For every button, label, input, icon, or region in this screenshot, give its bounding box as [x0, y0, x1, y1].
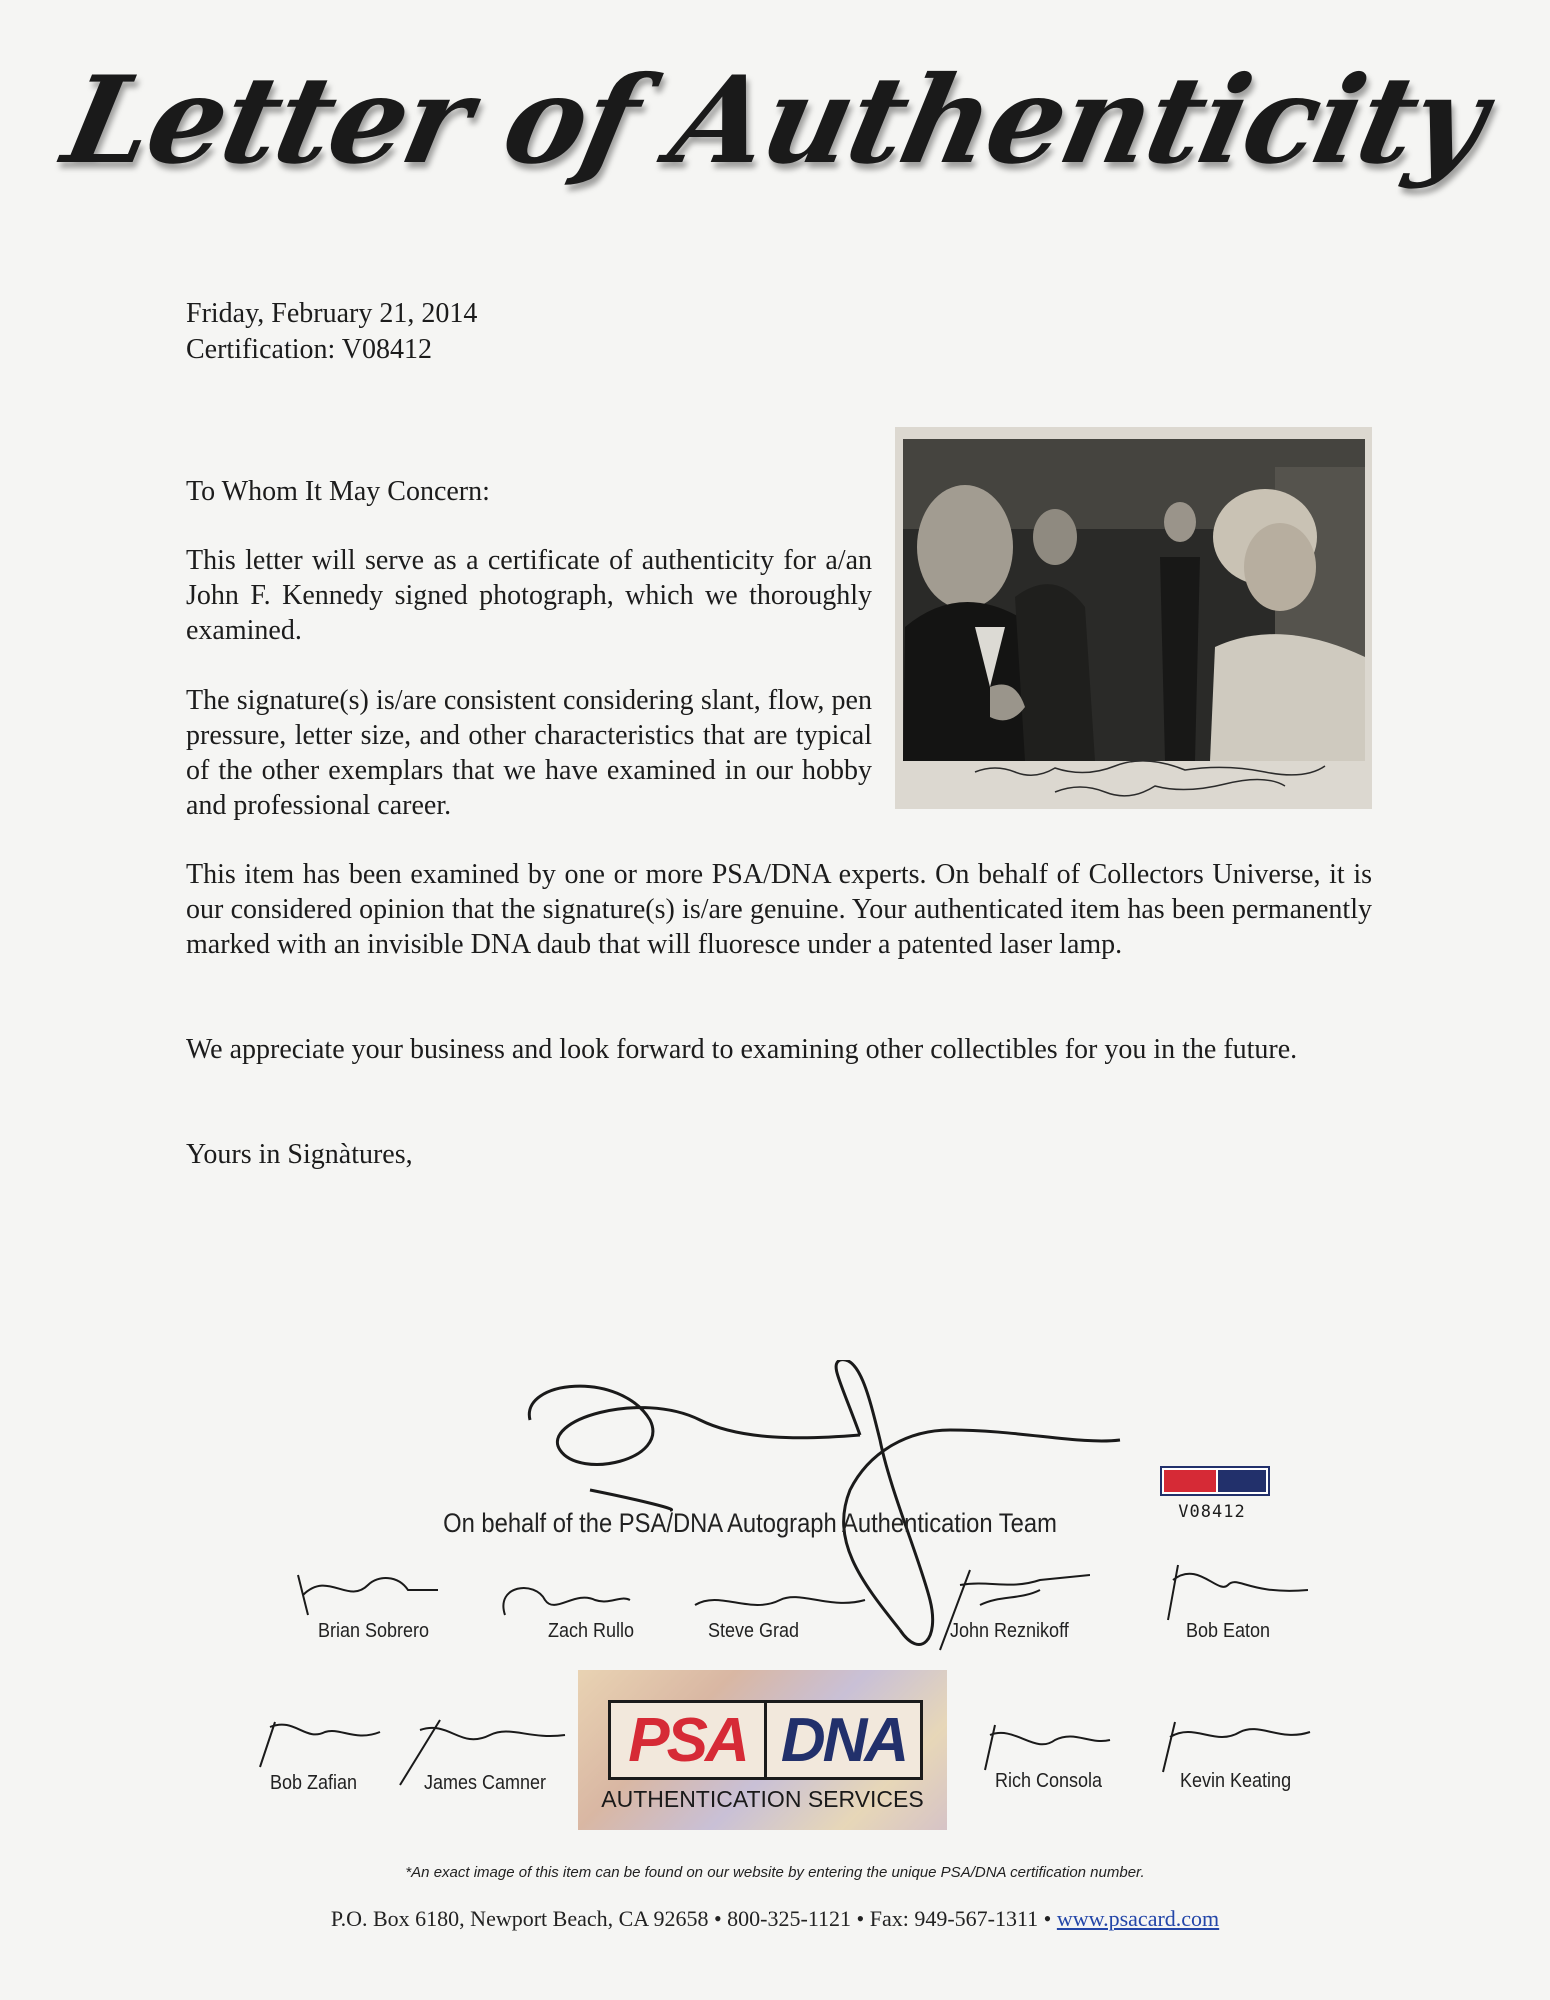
document-meta — [186, 296, 477, 368]
badge-cert-number: V08412 — [1178, 1502, 1246, 1522]
paragraph-certificate: This letter will serve as a certificate of authenticity for a/an John F. Kennedy signed photograph, which we thoroughly examined. — [186, 545, 872, 646]
staff-signature — [690, 1585, 870, 1625]
footer-address — [0, 1906, 1550, 1932]
staff-name: Brian Sobrero — [318, 1620, 430, 1642]
salutation: To Whom It May Concern: — [186, 476, 490, 507]
disclaimer: *An exact image of this item can be found on our website by entering the unique PSA/DNA certification number. — [405, 1864, 1145, 1881]
team-line: On behalf of the PSA/DNA Autograph Authentication Team — [443, 1508, 1057, 1538]
staff-signature — [975, 1715, 1115, 1775]
paragraph-signature-analysis: The signature(s) is/are consistent considering slant, flow, pen pressure, letter size, and other characteristics that are typical of the other exemplars that we have examined in our hobby and professional career. — [186, 685, 872, 821]
staff-signature — [1158, 1555, 1308, 1625]
staff-name: Bob Zafian — [270, 1772, 358, 1794]
logo-subtitle: AUTHENTICATION SERVICES — [601, 1786, 924, 1812]
staff-signature — [255, 1712, 385, 1772]
staff-name: James Camner — [424, 1772, 547, 1794]
certification-number: Certification: V08412 — [186, 334, 432, 365]
website-link[interactable]: www.psacard.com — [1056, 1906, 1220, 1931]
address-text: P.O. Box 6180, Newport Beach, CA 92658 • 800-325-1121 • Fax: 949-567-1311 • — [330, 1906, 1052, 1931]
staff-name: John Reznikoff — [950, 1620, 1069, 1642]
logo-dna-text: DNA — [780, 1705, 907, 1775]
logo-box — [608, 1700, 923, 1780]
closing: Yours in Signàtures, — [186, 1139, 413, 1170]
psa-dna-badge-icon — [1160, 1466, 1270, 1496]
staff-name: Kevin Keating — [1180, 1770, 1292, 1792]
psa-dna-logo — [578, 1670, 947, 1830]
staff-name: Steve Grad — [708, 1620, 800, 1642]
document-date: Friday, February 21, 2014 — [186, 298, 478, 329]
signed-photograph — [895, 427, 1372, 809]
paragraph-appreciation: We appreciate your business and look forward to examining other collectibles for you in the future. — [186, 1034, 1298, 1065]
paragraph-examination: This item has been examined by one or more PSA/DNA experts. On behalf of Collectors Universe, it is our considered opinion that the signature(s) is/are genuine. Your authenticated item has been permanently marked with an invisible DNA daub that will fluoresce under a patented laser lamp. — [186, 859, 1372, 960]
document-title: Letter of Authenticity — [53, 50, 1497, 191]
staff-name: Bob Eaton — [1186, 1620, 1271, 1642]
staff-name: Zach Rullo — [548, 1620, 635, 1642]
photograph-image — [895, 427, 1372, 809]
staff-name: Rich Consola — [995, 1770, 1103, 1792]
logo-psa-text: PSA — [611, 1703, 767, 1777]
